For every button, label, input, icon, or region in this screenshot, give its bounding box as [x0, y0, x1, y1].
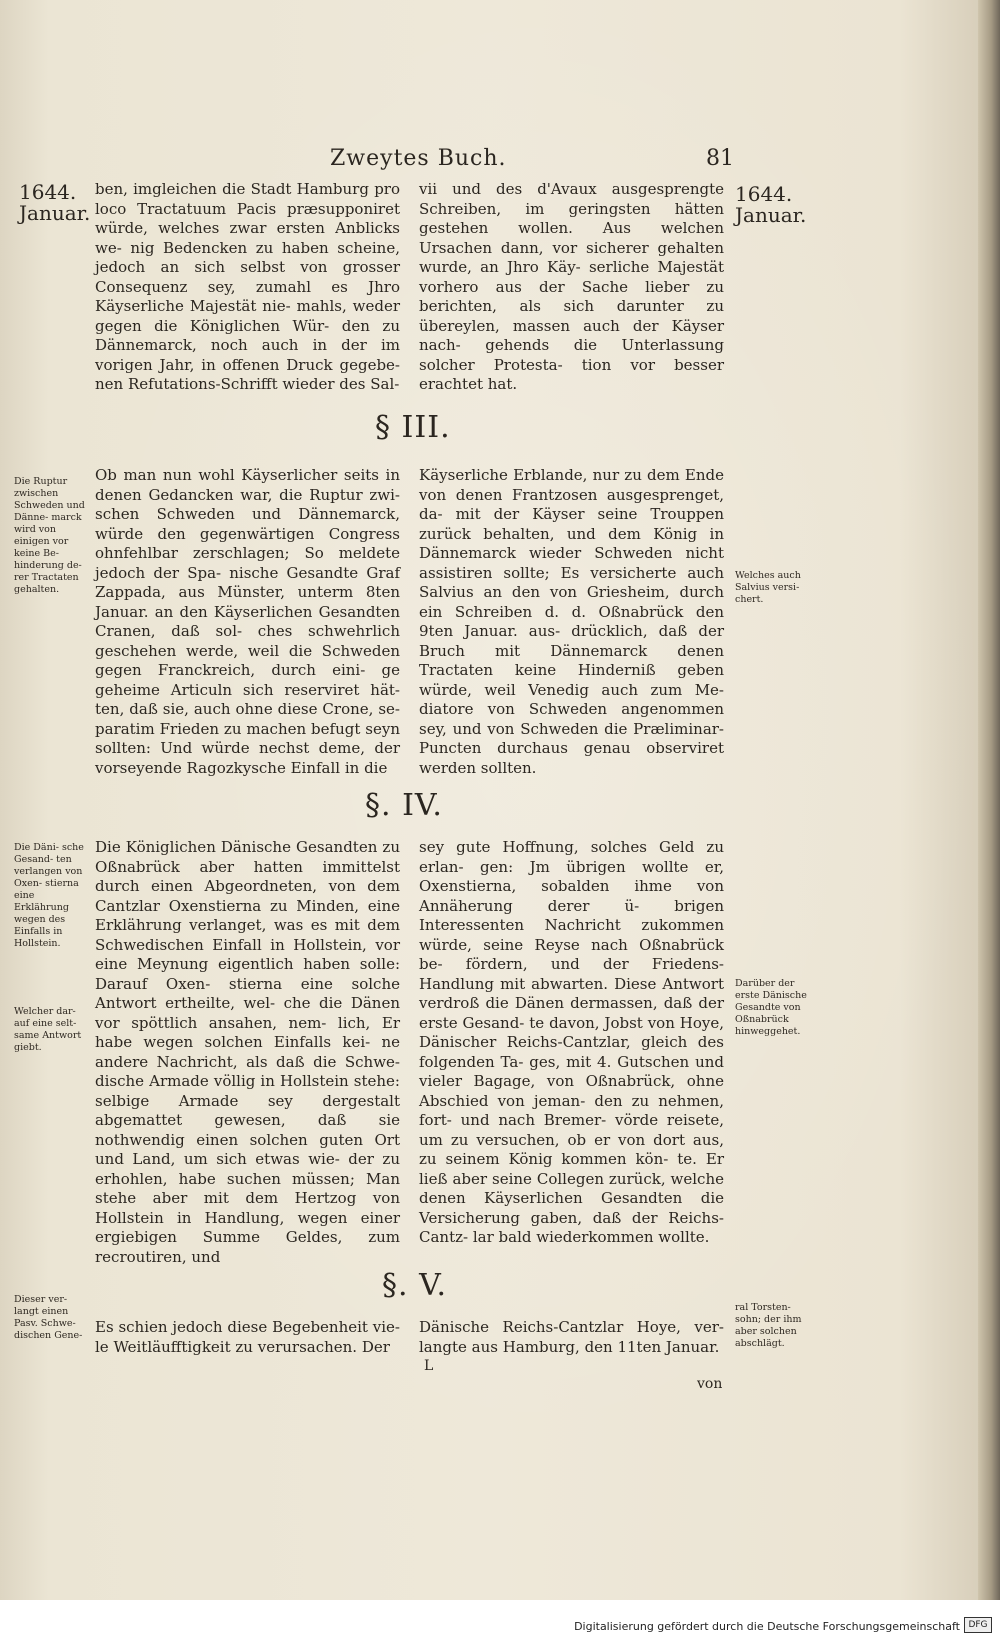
page-edge-shadow: [978, 0, 1000, 1600]
margin-note-3-left: Die Ruptur zwischen Schweden und Dänne- marck wird von einigen vor keine Be- hinderung de- rer Tractaten gehalten.: [14, 476, 85, 595]
section-heading-5: §. V.: [382, 1268, 448, 1303]
margin-note-4-left: Die Däni- sche Gesand- ten verlangen von Oxen- stierna eine Erklährung wegen des Einfalls in Hollstein.: [14, 842, 84, 949]
year-left: 1644.: [19, 180, 77, 204]
dfg-logo-icon: DFG: [964, 1617, 992, 1633]
running-header-title: Zweytes Buch.: [330, 146, 507, 171]
section-5-right-text: Dänische Reichs-Cantzlar Hoye, ver- langte aus Hamburg, den 11ten Januar.: [419, 1318, 724, 1356]
month-right: Januar.: [735, 203, 807, 227]
intro-left-text: ben, imgleichen die Stadt Hamburg pro loco Tractatuum Pacis præsupponiret würde, welches zwar ersten Anblicks we- nig Bedencken zu haben scheine, jedoch an sich selbst von grosser Consequenz sey, zumahl es Jhro Käyserliche Majestät nie- mahls, weder gegen die Königlichen Wür- den zu Dännemarck, noch auch in der im vorigen Jahr, in offenen Druck gegebe- nen Refutations-Schrifft wieder des Sal-: [95, 180, 400, 393]
section-3-right-text: Käyserliche Erblande, nur zu dem Ende von denen Frantzosen ausgesprenget, da- mit der Käyser seine Trouppen zurück behalten, und dem König in Dännemarck wieder Schweden nicht assistiren sollte; Es versicherte auch Salvius an den von Griesheim, durch ein Schreiben d. d. Oßnabrück den 9ten Januar. aus- drücklich, daß der Bruch mit Dännemarck denen Tractaten keine Hinderniß geben würde, weil Venedig auch zum Me- diatore von Schweden angenommen sey, und von Schweden die Præliminar- Puncten durchaus genau observiret werden sollten.: [419, 466, 724, 777]
date-right: [735, 184, 806, 226]
section-4-left-text: Die Königlichen Dänische Gesandten zu Oßnabrück aber hatten immittelst durch einen Abgeordneten, von dem Cantzlar Oxenstierna zu Minden, eine Erklährung verlanget, was es mit dem Schwedischen Einfall in Hollstein, vor eine Meynung eigentlich haben solle: Darauf Oxen- stierna eine solche Antwort ertheilte, wel- che die Dänen vor spöttlich ansahen, nem- lich, Er habe wegen solchen Einfalls kei- ne andere Nachricht, als daß die Schwe- dische Armade völlig in Hollstein stehe: selbige Armade sey dergestalt abgemattet gewesen, daß sie nothwendig einen solchen guten Ort und Land, um sich etwas wie- der zu erhohlen, habe suchen müssen; Man stehe aber mit dem Hertzog von Hollstein in Handlung, wegen einer ergiebigen Summe Geldes, zum recroutiren, und: [95, 838, 400, 1266]
section-5-left-column: [95, 1318, 400, 1357]
section-5-right-column: [419, 1318, 724, 1357]
section-3-left-column: [95, 466, 400, 778]
section-3-left-text: Ob man nun wohl Käyserlicher seits in denen Gedancken war, die Ruptur zwi- schen Schweden und Dännemarck, würde den gegenwärtigen Congress ohnfehlbar zerschlagen; So meldete jedoch der Spa- nische Gesandte Graf Zappada, aus Münster, unterm 8ten Januar. an den Käyserlichen Gesandten Cranen, daß sol- ches schwehrlich geschehen werde, weil die Schweden gegen Franckreich, durch eini- ge geheime Articuln sich reserviret hät- ten, daß sie, auch ohne diese Crone, se- paratim Frieden zu machen befugt seyn sollten: Und würde nechst deme, der vorseyende Ragozkysche Einfall in die: [95, 466, 400, 777]
section-5-left-text: Es schien jedoch diese Begebenheit vie- le Weitläufftigkeit zu verursachen. Der: [95, 1318, 400, 1356]
section-heading-4: §. IV.: [365, 788, 443, 823]
margin-note-4-right: Darüber der erste Dänische Gesandte von Oßnabrück hinweggehet.: [735, 978, 807, 1037]
year-right: 1644.: [735, 182, 793, 206]
footer-funding-note: Digitalisierung gefördert durch die Deutsche Forschungsgemeinschaft: [574, 1620, 960, 1633]
section-heading-3: § III.: [375, 410, 451, 445]
margin-note-3-right: Welches auch Salvius versi- chert.: [735, 570, 801, 605]
intro-left-column: [95, 180, 400, 395]
section-4-left-column: [95, 838, 400, 1267]
section-4-right-text: sey gute Hoffnung, solches Geld zu erlan- gen: Jm übrigen wollte er, Oxenstierna, sobalden ihme von Annäherung derer ü- brigen Interessenten Nachricht zukommen würde, seine Reyse nach Oßnabrück be- fördern, und der Friedens-Handlung mit abwarten. Diese Antwort verdroß die Dänen dermassen, daß der erste Gesand- te davon, Jobst von Hoye, Dänischer Reichs-Cantzlar, gleich des folgenden Ta- ges, mit 4. Gutschen und vieler Bagage, von Oßnabrück, ohne Abschied von jeman- den zu nehmen, fort- und nach Bremer- vörde reisete, um zu versuchen, ob er von dort aus, zu seinem König kommen kön- te. Er ließ aber seine Collegen zurück, welche denen Käyserlichen Gesandten die Versicherung gaben, daß der Reichs-Cantz- lar bald wiederkommen wollte.: [419, 838, 724, 1246]
section-3-right-column: [419, 466, 724, 778]
margin-note-4-left-2: Welcher dar- auf eine selt- same Antwort giebt.: [14, 1006, 82, 1053]
section-4-right-column: [419, 838, 724, 1248]
margin-note-5-left: Dieser ver- langt einen Pasv. Schwe- dischen Gene-: [14, 1294, 83, 1341]
intro-right-column: [419, 180, 724, 395]
margin-note-5-right: ral Torsten- sohn; der ihm aber solchen abschlägt.: [735, 1302, 802, 1349]
signature-mark: L: [424, 1358, 434, 1374]
month-left: Januar.: [19, 201, 91, 225]
catchword: von: [697, 1376, 723, 1392]
intro-right-text: vii und des d'Avaux ausgesprengte Schreiben, im geringsten hätten gestehen wollen. Aus welchen Ursachen dann, vor sicherer gehalten wurde, an Jhro Käy- serliche Majestät vorhero aus der Sache lieber zu berichten, als sich darunter zu übereylen, massen auch der Käyser nach- gehends die Unterlassung solcher Protesta- tion vor besser erachtet hat.: [419, 180, 724, 393]
date-left: [19, 182, 90, 224]
page-number: 81: [706, 146, 734, 171]
